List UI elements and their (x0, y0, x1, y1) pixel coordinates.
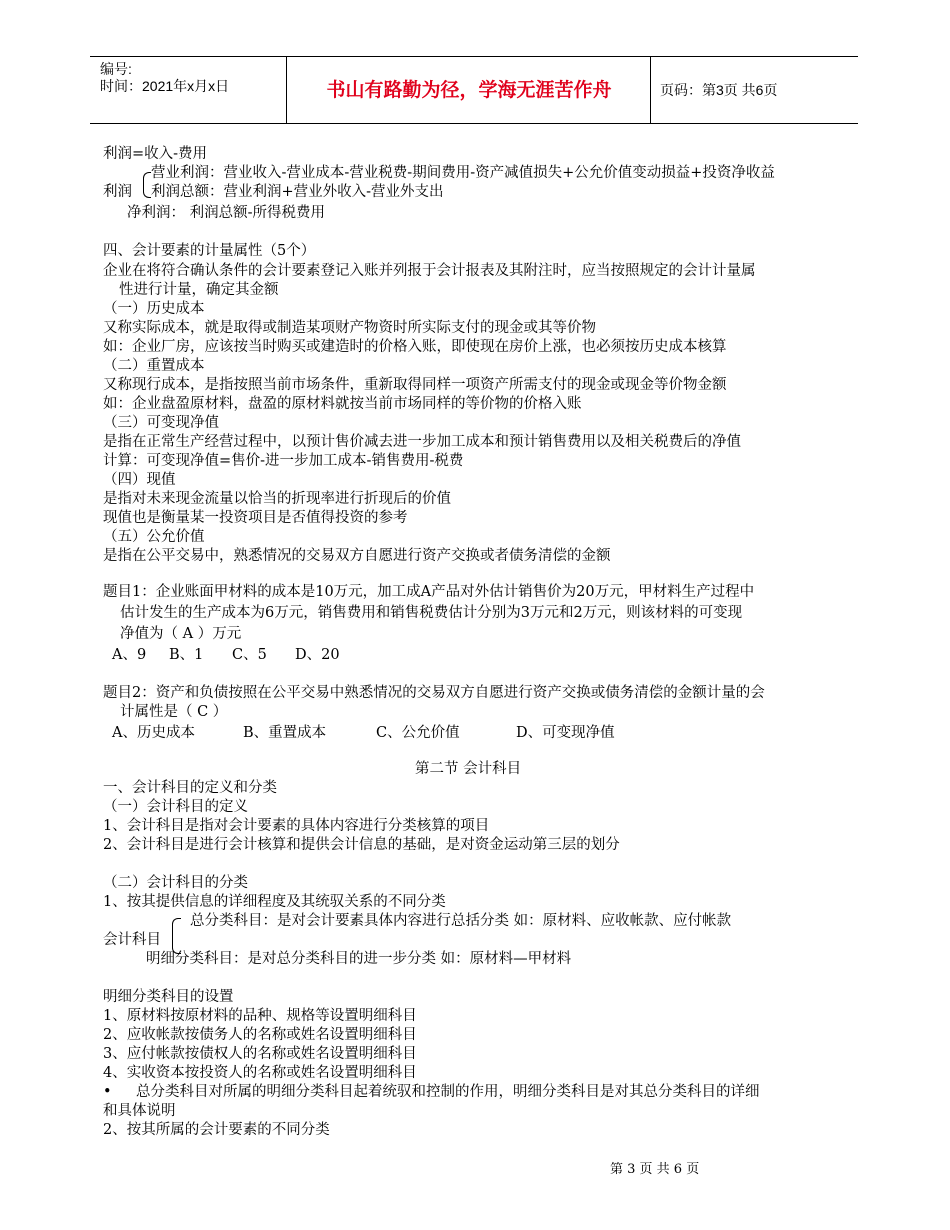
page-header (90, 56, 858, 124)
q2-option-a: A、历史成本 (112, 725, 195, 741)
section2-h1: 一、会计科目的定义和分类 (103, 780, 277, 796)
q2-option-c: C、公允价值 (376, 725, 460, 741)
control-note-1: 总分类科目对所属的明细分类科目起着统驭和控制的作用，明细分类科目是对其总分类科目的详细 (136, 1084, 760, 1100)
historical-eg: 如：企业厂房，应该按当时购买或建造时的价格入账，即使现在房价上涨，也必须按历史成本核算 (103, 339, 727, 355)
replacement-title: （二）重置成本 (103, 358, 205, 374)
q1-line2: 估计发生的生产成本为6万元，销售费用和销售税费估计分别为3万元和2万元，则该材料的可变现 (120, 605, 743, 621)
bullet-mark: • (103, 1084, 112, 1100)
replacement-def: 又称现行成本，是指按照当前市场条件，重新取得同样一项资产所需支付的现金或现金等价物金额 (103, 377, 727, 393)
nrv-title: （三）可变现净值 (103, 415, 219, 431)
q1-option-c: C、5 (232, 647, 267, 663)
nrv-def: 是指在正常生产经营过程中，以预计售价减去进一步加工成本和预计销售费用以及相关税费后的净值 (103, 434, 741, 450)
section2-c1: 1、按其提供信息的详细程度及其统驭关系的不同分类 (103, 894, 446, 910)
section4-intro-1: 企业在将符合确认条件的会计要素登记入账并列报于会计报表及其附注时，应当按照规定的会计计量属 (103, 263, 756, 279)
section2-d2: 2、会计科目是进行会计核算和提供会计信息的基础，是对资金运动第三层的划分 (103, 837, 620, 853)
profit-brace (143, 172, 151, 198)
q1-line1: 题目1：企业账面甲材料的成本是10万元，加工成A产品对外估计销售价为20万元，甲材料生产过程中 (103, 584, 755, 600)
q2-line2: 计属性是（ C ） (120, 704, 228, 720)
section2-h1-1: （一）会计科目的定义 (103, 799, 248, 815)
setup-2: 2、应收帐款按债务人的名称或姓名设置明细科目 (103, 1027, 417, 1043)
general-account: 总分类科目：是对会计要素具体内容进行总括分类 如：原材料、应收帐款、应付帐款 (190, 913, 732, 929)
setup-title: 明细分类科目的设置 (103, 989, 234, 1005)
number-label: 编号: (100, 61, 132, 77)
nrv-calc: 计算：可变现净值=售价-进一步加工成本-销售费用-税费 (103, 453, 464, 469)
q1-option-d: D、20 (295, 647, 340, 663)
total-profit: 利润总额：营业利润+营业外收入-营业外支出 (151, 184, 444, 200)
header-meta (100, 61, 229, 95)
account-brace-label: 会计科目 (103, 932, 161, 948)
historical-def: 又称实际成本，就是取得或制造某项财产物资时所实际支付的现金或其等价物 (103, 320, 596, 336)
section2-c2: 2、按其所属的会计要素的不同分类 (103, 1122, 330, 1138)
pv-note: 现值也是衡量某一投资项目是否值得投资的参考 (103, 510, 408, 526)
header-divider-left (286, 57, 287, 123)
header-divider-right (650, 57, 651, 123)
q2-line1: 题目2：资产和负债按照在公平交易中熟悉情况的交易双方自愿进行资产交换或债务清偿的金额计量的会 (103, 685, 765, 701)
historical-title: （一）历史成本 (103, 301, 205, 317)
setup-3: 3、应付帐款按债权人的名称或姓名设置明细科目 (103, 1046, 417, 1062)
profit-formula: 利润=收入-费用 (103, 146, 208, 162)
fv-title: （五）公允价值 (103, 529, 205, 545)
net-profit: 净利润： 利润总额-所得税费用 (127, 205, 326, 221)
section2-title: 第二节 会计科目 (415, 761, 522, 777)
detail-account: 明细分类科目：是对总分类科目的进一步分类 如：原材料—甲材料 (146, 951, 572, 967)
account-brace (172, 918, 181, 954)
section2-h1-2: （二）会计科目的分类 (103, 875, 248, 891)
section4-intro-2: 性进行计量，确定其金额 (119, 282, 279, 298)
fv-def: 是指在公平交易中，熟悉情况的交易双方自愿进行资产交换或者债务清偿的金额 (103, 548, 611, 564)
pv-title: （四）现值 (103, 472, 176, 488)
header-motto: 书山有路勤为径，学海无涯苦作舟 (326, 79, 612, 101)
profit-brace-label: 利润 (103, 184, 132, 200)
pv-def: 是指对未来现金流量以恰当的折现率进行折现后的价值 (103, 491, 451, 507)
control-note-2: 和具体说明 (103, 1103, 176, 1119)
setup-4: 4、实收资本按投资人的名称或姓名设置明细科目 (103, 1065, 417, 1081)
q1-option-a: A、9 (112, 647, 147, 663)
q2-option-b: B、重置成本 (243, 725, 327, 741)
header-page-label: 页码：第3页 共6页 (660, 82, 778, 98)
footer-page-number: 第 3 页 共 6 页 (610, 1162, 700, 1177)
q2-option-d: D、可变现净值 (516, 725, 615, 741)
time-label: 时间：2021年x月x日 (100, 78, 230, 94)
replacement-eg: 如：企业盘盈原材料，盘盈的原材料就按当前市场同样的等价物的价格入账 (103, 396, 582, 412)
q1-line3: 净值为（ A ）万元 (120, 626, 242, 642)
q1-option-b: B、1 (169, 647, 204, 663)
section4-title: 四、会计要素的计量属性（5个） (103, 243, 316, 259)
setup-1: 1、原材料按原材料的品种、规格等设置明细科目 (103, 1008, 417, 1024)
operating-profit: 营业利润：营业收入-营业成本-营业税费-期间费用-资产减值损失+公允价值变动损益+投资净收益 (151, 165, 775, 181)
section2-d1: 1、会计科目是指对会计要素的具体内容进行分类核算的项目 (103, 818, 490, 834)
